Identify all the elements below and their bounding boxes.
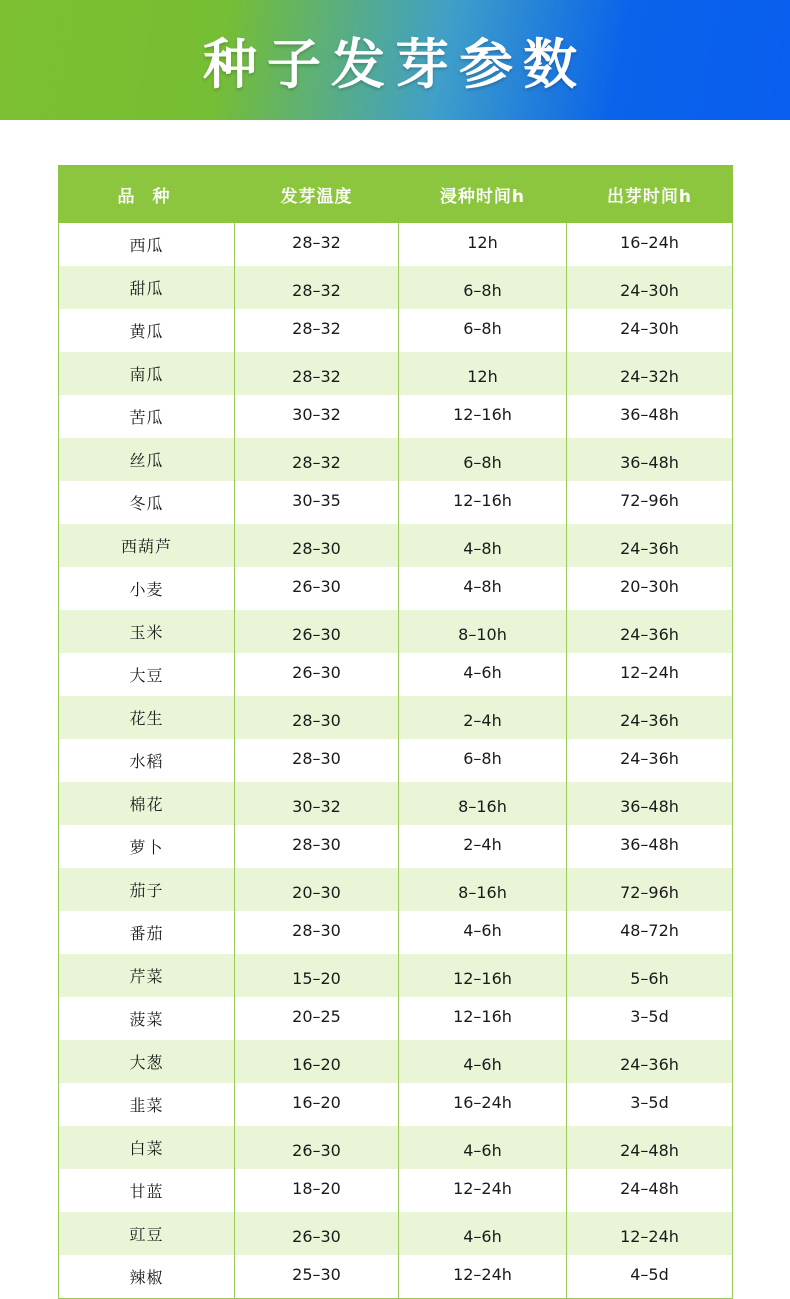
cell-variety: 萝卜 [59, 825, 235, 868]
table-row [59, 1040, 733, 1083]
cell-variety: 冬瓜 [59, 481, 235, 524]
table-row [59, 1212, 733, 1255]
cell-germination-temperature: 30–35 [235, 481, 399, 524]
cell-soak-time: 2–4h [399, 825, 567, 868]
table-row [59, 1126, 733, 1169]
cell-germination-temperature: 26–30 [235, 653, 399, 696]
cell-variety: 玉米 [59, 610, 235, 653]
cell-sprout-time: 20–30h [567, 567, 733, 610]
cell-variety: 芹菜 [59, 954, 235, 997]
cell-sprout-time: 24–36h [567, 696, 733, 739]
cell-sprout-time: 12–24h [567, 653, 733, 696]
cell-germination-temperature: 20–25 [235, 997, 399, 1040]
cell-variety: 菠菜 [59, 997, 235, 1040]
cell-germination-temperature: 26–30 [235, 1212, 399, 1255]
seed-parameter-table [58, 165, 733, 1299]
page-title: 种子发芽参数 [203, 33, 587, 96]
cell-soak-time: 6–8h [399, 309, 567, 352]
cell-sprout-time: 24–36h [567, 524, 733, 567]
table-row [59, 825, 733, 868]
cell-variety: 韭菜 [59, 1083, 235, 1126]
cell-sprout-time: 5–6h [567, 954, 733, 997]
cell-variety: 小麦 [59, 567, 235, 610]
cell-variety: 西葫芦 [59, 524, 235, 567]
column-header-variety: 品 种 [59, 166, 235, 223]
cell-soak-time: 12–16h [399, 481, 567, 524]
cell-germination-temperature: 28–32 [235, 223, 399, 267]
table-row [59, 395, 733, 438]
cell-germination-temperature: 28–30 [235, 739, 399, 782]
table-row [59, 438, 733, 481]
column-header-germination-temperature: 发芽温度 [235, 166, 399, 223]
cell-germination-temperature: 26–30 [235, 610, 399, 653]
cell-variety: 棉花 [59, 782, 235, 825]
table-row [59, 610, 733, 653]
cell-germination-temperature: 16–20 [235, 1040, 399, 1083]
cell-sprout-time: 24–48h [567, 1126, 733, 1169]
cell-germination-temperature: 26–30 [235, 567, 399, 610]
cell-soak-time: 4–8h [399, 524, 567, 567]
cell-soak-time: 4–6h [399, 1040, 567, 1083]
table-row [59, 997, 733, 1040]
cell-soak-time: 12–16h [399, 395, 567, 438]
table-row [59, 911, 733, 954]
cell-germination-temperature: 28–32 [235, 438, 399, 481]
cell-sprout-time: 36–48h [567, 782, 733, 825]
column-header-sprout-time: 出芽时间h [567, 166, 733, 223]
cell-sprout-time: 3–5d [567, 1083, 733, 1126]
table-row [59, 309, 733, 352]
cell-soak-time: 12h [399, 223, 567, 267]
cell-variety: 甜瓜 [59, 266, 235, 309]
cell-variety: 茄子 [59, 868, 235, 911]
cell-germination-temperature: 15–20 [235, 954, 399, 997]
cell-soak-time: 4–6h [399, 911, 567, 954]
table-row [59, 739, 733, 782]
cell-germination-temperature: 25–30 [235, 1255, 399, 1299]
table-row [59, 782, 733, 825]
cell-sprout-time: 24–48h [567, 1169, 733, 1212]
cell-variety: 大豆 [59, 653, 235, 696]
cell-germination-temperature: 16–20 [235, 1083, 399, 1126]
cell-sprout-time: 72–96h [567, 481, 733, 524]
table-row [59, 868, 733, 911]
cell-germination-temperature: 28–32 [235, 352, 399, 395]
cell-sprout-time: 3–5d [567, 997, 733, 1040]
table-row [59, 1255, 733, 1299]
cell-variety: 大葱 [59, 1040, 235, 1083]
table-row [59, 352, 733, 395]
table-row [59, 1083, 733, 1126]
cell-soak-time: 12–16h [399, 954, 567, 997]
cell-soak-time: 8–16h [399, 868, 567, 911]
cell-germination-temperature: 18–20 [235, 1169, 399, 1212]
cell-germination-temperature: 28–30 [235, 696, 399, 739]
cell-germination-temperature: 28–32 [235, 266, 399, 309]
seed-parameter-table-container [58, 165, 732, 1299]
cell-soak-time: 12–16h [399, 997, 567, 1040]
cell-variety: 黄瓜 [59, 309, 235, 352]
cell-soak-time: 2–4h [399, 696, 567, 739]
column-header-soak-time: 浸种时间h [399, 166, 567, 223]
cell-germination-temperature: 30–32 [235, 782, 399, 825]
cell-variety: 西瓜 [59, 223, 235, 267]
table-row [59, 653, 733, 696]
cell-variety: 番茄 [59, 911, 235, 954]
table-row [59, 567, 733, 610]
cell-sprout-time: 24–36h [567, 610, 733, 653]
cell-germination-temperature: 26–30 [235, 1126, 399, 1169]
cell-germination-temperature: 28–30 [235, 524, 399, 567]
table-row [59, 954, 733, 997]
table-row [59, 481, 733, 524]
cell-soak-time: 8–10h [399, 610, 567, 653]
cell-variety: 白菜 [59, 1126, 235, 1169]
page-banner [0, 0, 790, 120]
cell-soak-time: 12–24h [399, 1169, 567, 1212]
cell-sprout-time: 36–48h [567, 825, 733, 868]
cell-sprout-time: 72–96h [567, 868, 733, 911]
cell-sprout-time: 16–24h [567, 223, 733, 267]
cell-sprout-time: 36–48h [567, 438, 733, 481]
cell-soak-time: 4–8h [399, 567, 567, 610]
cell-germination-temperature: 28–32 [235, 309, 399, 352]
cell-sprout-time: 24–36h [567, 1040, 733, 1083]
cell-variety: 豇豆 [59, 1212, 235, 1255]
cell-soak-time: 8–16h [399, 782, 567, 825]
table-row [59, 223, 733, 267]
cell-sprout-time: 36–48h [567, 395, 733, 438]
table-row [59, 696, 733, 739]
table-row [59, 524, 733, 567]
cell-germination-temperature: 28–30 [235, 911, 399, 954]
cell-variety: 水稻 [59, 739, 235, 782]
cell-variety: 甘蓝 [59, 1169, 235, 1212]
cell-soak-time: 16–24h [399, 1083, 567, 1126]
cell-germination-temperature: 28–30 [235, 825, 399, 868]
cell-sprout-time: 24–32h [567, 352, 733, 395]
cell-variety: 南瓜 [59, 352, 235, 395]
cell-soak-time: 12h [399, 352, 567, 395]
cell-sprout-time: 24–30h [567, 309, 733, 352]
cell-variety: 苦瓜 [59, 395, 235, 438]
cell-sprout-time: 48–72h [567, 911, 733, 954]
cell-germination-temperature: 20–30 [235, 868, 399, 911]
cell-soak-time: 4–6h [399, 653, 567, 696]
cell-soak-time: 4–6h [399, 1126, 567, 1169]
cell-variety: 辣椒 [59, 1255, 235, 1299]
cell-sprout-time: 24–30h [567, 266, 733, 309]
cell-sprout-time: 4–5d [567, 1255, 733, 1299]
table-row [59, 1169, 733, 1212]
cell-soak-time: 12–24h [399, 1255, 567, 1299]
cell-soak-time: 6–8h [399, 266, 567, 309]
cell-variety: 花生 [59, 696, 235, 739]
cell-variety: 丝瓜 [59, 438, 235, 481]
cell-germination-temperature: 30–32 [235, 395, 399, 438]
cell-soak-time: 6–8h [399, 739, 567, 782]
cell-sprout-time: 12–24h [567, 1212, 733, 1255]
table-header-row [59, 166, 733, 223]
cell-sprout-time: 24–36h [567, 739, 733, 782]
table-header [59, 166, 733, 223]
table-body [59, 223, 733, 1299]
cell-soak-time: 6–8h [399, 438, 567, 481]
table-row [59, 266, 733, 309]
cell-soak-time: 4–6h [399, 1212, 567, 1255]
